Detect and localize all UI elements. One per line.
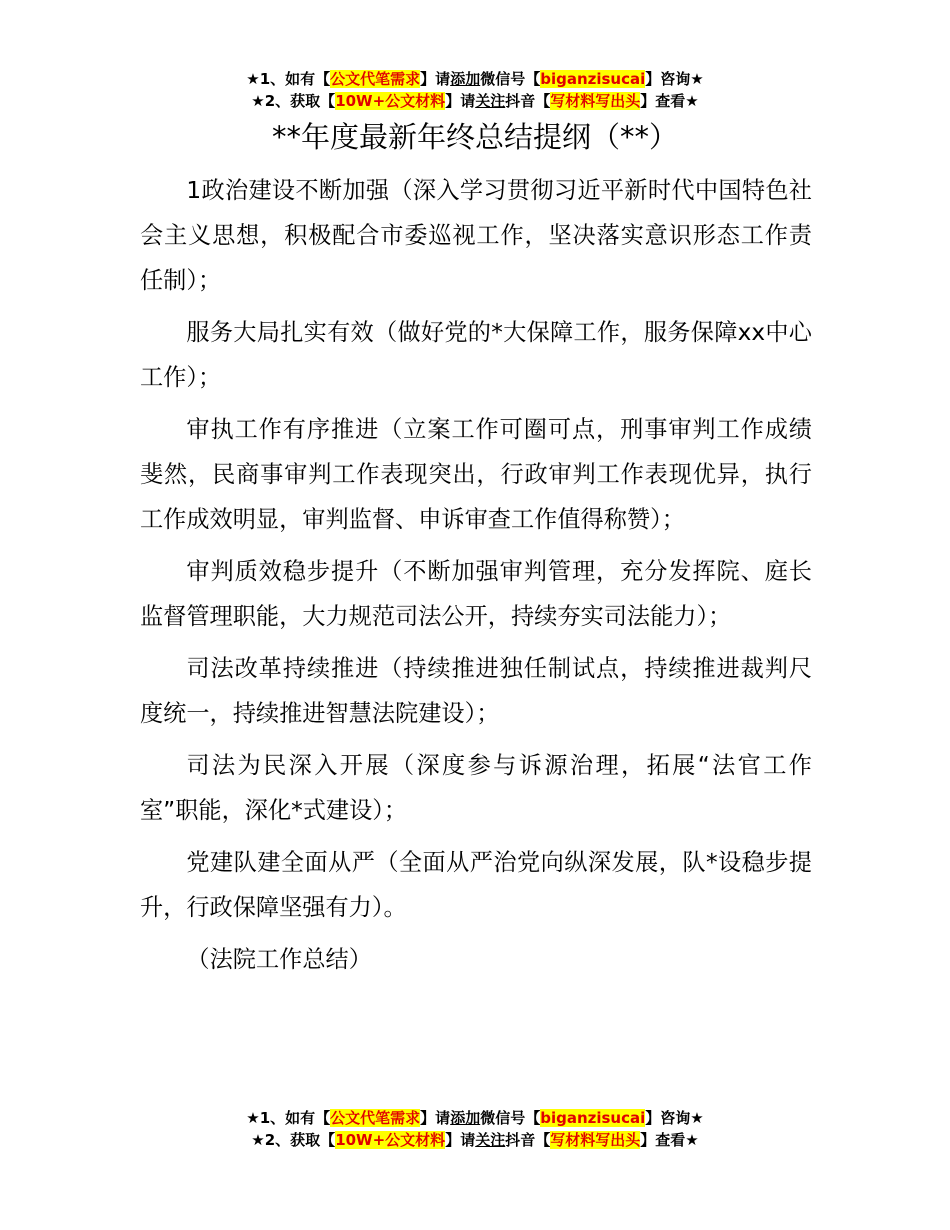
banner-text: ★1、如有【: [246, 70, 331, 88]
paragraph: 审判质效稳步提升（不断加强审判管理，充分发挥院、庭长监督管理职能，大力规范司法公开，持续夯实司法能力）；: [140, 558, 812, 630]
banner-line-1: [0, 68, 950, 90]
banner-highlight: 写材料写出头: [550, 1131, 641, 1149]
banner-highlight: 10W+公文材料: [335, 1131, 446, 1149]
banner-emphasis: 添加: [450, 70, 481, 88]
footer-banner: [0, 1107, 950, 1151]
banner-line-2: [0, 90, 950, 112]
paragraph: 司法改革持续推进（持续推进独任制试点，持续推进裁判尺度统一，持续推进智慧法院建设）；: [140, 655, 812, 727]
paragraph: 审执工作有序推进（立案工作可圈可点，刑事审判工作成绩斐然，民商事审判工作表现突出，行政审判工作表现优异，执行工作成效明显，审判监督、申诉审查工作值得称赞）；: [140, 416, 812, 533]
banner-text: ★2、获取【: [251, 92, 336, 110]
paragraph: 1政治建设不断加强（深入学习贯彻习近平新时代中国特色社会主义思想，积极配合市委巡视工作，坚决落实意识形态工作责任制）；: [140, 177, 812, 294]
banner-highlight: 公文代笔需求: [330, 70, 421, 88]
banner-text: 】查看★: [640, 92, 699, 110]
header-banner: [0, 68, 950, 112]
paragraph: 服务大局扎实有效（做好党的*大保障工作，服务保障xx中心工作）；: [140, 319, 812, 391]
paragraph: 党建队建全面从严（全面从严治党向纵深发展，队*设稳步提升，行政保障坚强有力）。: [140, 849, 812, 921]
banner-emphasis: 关注: [475, 1131, 506, 1149]
banner-text: ★1、如有【: [246, 1109, 331, 1127]
banner-highlight: 公文代笔需求: [330, 1109, 421, 1127]
banner-line-2: [0, 1129, 950, 1151]
banner-text: 抖音【: [505, 92, 551, 110]
banner-text: 】查看★: [640, 1131, 699, 1149]
banner-highlight: 10W+公文材料: [335, 92, 446, 110]
banner-text: 微信号【: [480, 1109, 541, 1127]
banner-text: 】请: [420, 1109, 451, 1127]
banner-text: 】请: [420, 70, 451, 88]
banner-text: 】咨询★: [645, 70, 704, 88]
banner-text: 抖音【: [505, 1131, 551, 1149]
banner-text: 】请: [445, 1131, 476, 1149]
banner-line-1: [0, 1107, 950, 1129]
document-body: [140, 168, 812, 989]
banner-highlight: biganzisucai: [540, 70, 646, 88]
banner-text: 】请: [445, 92, 476, 110]
banner-text: ★2、获取【: [251, 1131, 336, 1149]
paragraph: （法院工作总结）: [186, 946, 372, 973]
banner-text: 微信号【: [480, 70, 541, 88]
banner-emphasis: 关注: [475, 92, 506, 110]
document-title: **年度最新年终总结提纲（**）: [271, 120, 678, 154]
banner-text: 】咨询★: [645, 1109, 704, 1127]
paragraph: 司法为民深入开展（深度参与诉源治理，拓展“法官工作室”职能，深化*式建设）；: [140, 752, 812, 824]
banner-emphasis: 添加: [450, 1109, 481, 1127]
banner-highlight: biganzisucai: [540, 1109, 646, 1127]
banner-highlight: 写材料写出头: [550, 92, 641, 110]
